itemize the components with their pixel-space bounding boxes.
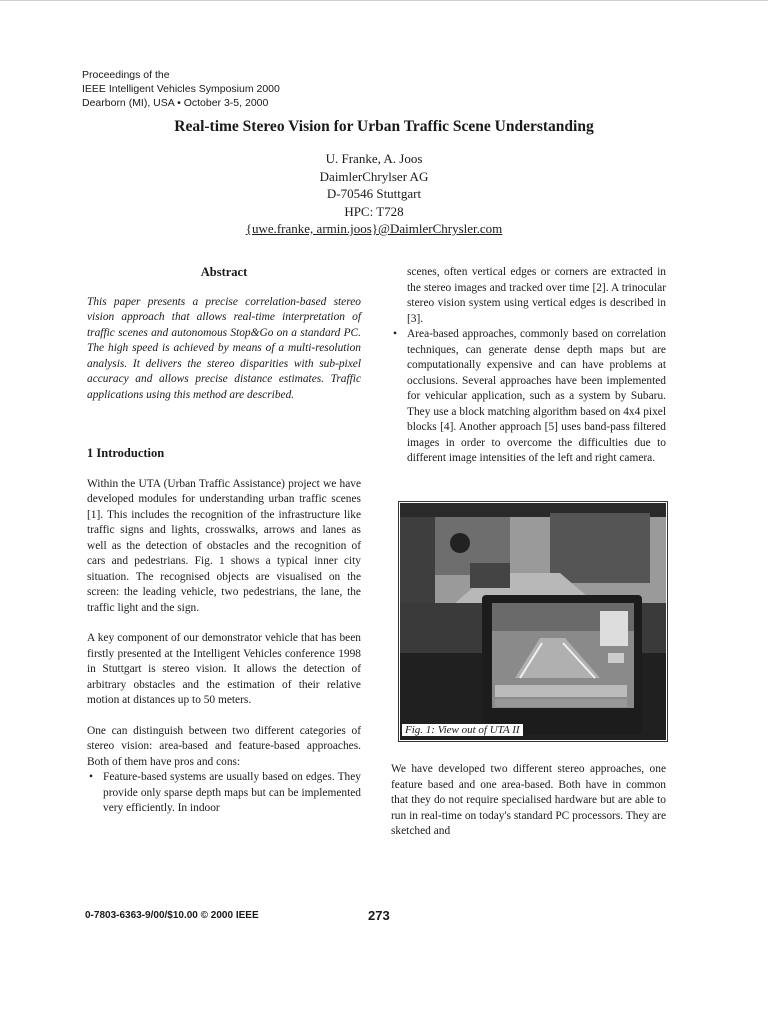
author-email: {uwe.franke, armin.joos}@DaimlerChrysler.com	[245, 221, 503, 236]
bullet-area-based: • Area-based approaches, commonly based on correlation techniques, can generate dense depth maps but are computationally expensive and can have problems at occlusions. Several approaches have been implemented for vehicular application, such as a system by Subaru. They use a block matching algorithm based on 4x4 pixel blocks [4]. Another approach [5] uses band-pass filtered images in order to overcome the difficulties due to different image intensities of the left and right camera.	[391, 327, 666, 467]
intro-paragraph-2: A key component of our demonstrator vehicle that has been firstly presented at the Intelligent Vehicles conference 1998 in Stuttgart is stereo vision. It allows the detection of arbitrary obstacles and the estimation of their relative motion at distances up to 50 meters.	[87, 632, 361, 706]
author-block	[0, 150, 748, 238]
proceedings-line-3: Dearborn (MI), USA • October 3-5, 2000	[82, 97, 269, 109]
abstract-heading: Abstract	[200, 265, 248, 279]
bullet-feature-based-continuation: scenes, often vertical edges or corners are extracted in the stereo images and tracked over time [2]. A trinocular stereo vision system using vertical edges is described in [3].	[407, 266, 666, 325]
page-number: 273	[368, 908, 390, 923]
author-department: HPC: T728	[344, 203, 404, 219]
author-address: D-70546 Stuttgart	[326, 186, 422, 201]
bullet-feature-based: • Feature-based systems are usually based on edges. They provide only sparse depth maps but can be implemented very efficiently. In indoor	[87, 770, 361, 817]
author-affiliation: DaimlerChrylser AG	[319, 168, 429, 184]
approach-list-continued	[391, 327, 666, 467]
approach-list	[87, 770, 361, 817]
intro-paragraph-3: One can distinguish between two different categories of stereo vision: area-based and feature-based approaches. Both of them have pros and cons:	[87, 724, 361, 768]
page-top-rule	[0, 0, 768, 1]
right-column-top	[391, 265, 666, 467]
proceedings-line-2: IEEE Intelligent Vehicles Symposium 2000	[82, 83, 280, 95]
right-column-bottom	[391, 762, 666, 840]
introduction-heading: 1 Introduction	[87, 446, 165, 460]
right-paragraph-after-figure: We have developed two different stereo approaches, one feature based and one area-based. Both have in common that they do not require specialised hardware but are able to run in real-time on today's standard PC processors. They are sketched and	[391, 763, 666, 837]
proceedings-header	[82, 68, 280, 110]
abstract-section	[87, 265, 361, 403]
paper-title: Real-time Stereo Vision for Urban Traffic Scene Understanding	[174, 118, 594, 135]
introduction-section	[87, 446, 361, 817]
author-names: U. Franke, A. Joos	[325, 151, 423, 166]
figure-1-caption: Fig. 1: View out of UTA II	[402, 724, 523, 736]
figure-1	[398, 501, 668, 742]
intro-paragraph-1: Within the UTA (Urban Traffic Assistance) project we have developed modules for understanding urban traffic scenes [1]. This includes the recognition of the infrastructure like traffic signs and lights, crosswalks, arrows and lanes as well as the detection of obstacles and the recognition of cars and pedestrians. Fig. 1 shows a typical inner city situation. The recognised objects are visualised on the screen: the leading vehicle, two pedestrians, the lane, the traffic light and the sign.	[87, 477, 361, 614]
abstract-body: This paper presents a precise correlation-based stereo vision approach that allows real-time interpretation of traffic scenes and autonomous Stop&Go on a standard PC. The high speed is achieved by means of a multi-resolution analysis. It delivers the stereo disparities with sub-pixel accuracy and allows precise distance estimates. Traffic applications using this method are described.	[87, 295, 361, 401]
copyright-code: 0-7803-6363-9/00/$10.00 © 2000 IEEE	[85, 910, 259, 921]
proceedings-line-1: Proceedings of the	[82, 69, 170, 81]
figure-1-photo	[400, 503, 666, 740]
